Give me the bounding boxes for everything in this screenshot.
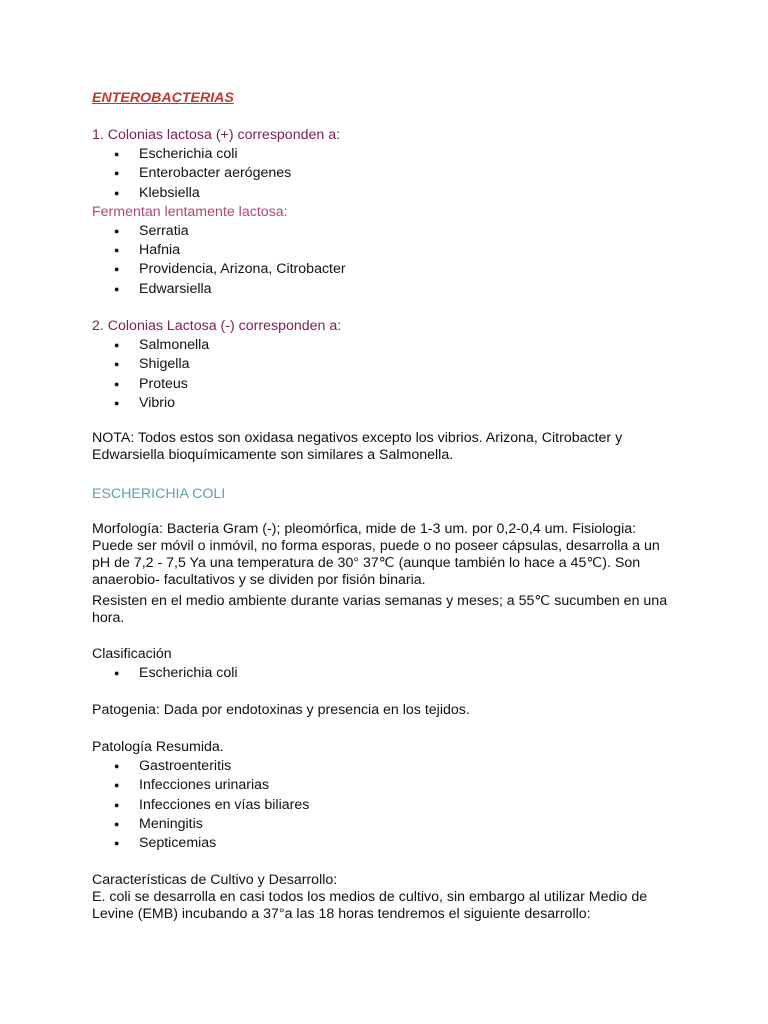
slow-fermenters-list bbox=[92, 222, 692, 299]
list-item: ● Infecciones en vías biliares bbox=[92, 796, 692, 815]
morphology-line-4: anaerobio- facultativos y se dividen por fisión binaria. bbox=[92, 572, 426, 588]
morphology-line-2: Puede ser móvil o inmóvil, no forma esporas, puede o no poseer cápsulas, desarrolla a un bbox=[92, 538, 660, 554]
pathology-heading: Patología Resumida. bbox=[92, 739, 224, 755]
section-lactose-positive bbox=[92, 126, 692, 299]
culture-block bbox=[92, 872, 692, 923]
culture-line-2: Levine (EMB) incubando a 37°a las 18 horas tendremos el siguiente desarrollo: bbox=[92, 906, 591, 922]
list-item: ● Shigella bbox=[92, 355, 692, 374]
list-item: ● Vibrio bbox=[92, 394, 692, 413]
list-item: ● Serratia bbox=[92, 222, 692, 241]
list-item: ● Septicemias bbox=[92, 834, 692, 853]
morphology-line-3: pH de 7,2 - 7,5 Ya una temperatura de 30° 37℃ (aunque también lo hace a 45℃). Son bbox=[92, 555, 641, 571]
classification-list bbox=[92, 664, 692, 683]
classification-block bbox=[92, 645, 692, 683]
lactose-negative-list bbox=[92, 336, 692, 413]
lactose-negative-heading: 2. Colonias Lactosa (-) corresponden a: bbox=[92, 318, 342, 334]
ecoli-heading: ESCHERICHIA COLI bbox=[92, 486, 226, 502]
document-title: ENTEROBACTERIAS bbox=[92, 90, 234, 106]
list-item: ● Proteus bbox=[92, 375, 692, 394]
classification-heading: Clasificación bbox=[92, 646, 172, 662]
pathology-list bbox=[92, 757, 692, 853]
list-item: ● Infecciones urinarias bbox=[92, 776, 692, 795]
lactose-positive-heading: 1. Colonias lactosa (+) corresponden a: bbox=[92, 127, 341, 143]
resistance-block bbox=[92, 593, 692, 627]
list-item: ● Escherichia coli bbox=[92, 145, 692, 164]
resistance-line-1: Resisten en el medio ambiente durante varias semanas y meses; a 55℃ sucumben en una bbox=[92, 593, 668, 609]
list-item: ● Meningitis bbox=[92, 815, 692, 834]
section-lactose-negative bbox=[92, 317, 692, 413]
culture-heading: Características de Cultivo y Desarrollo: bbox=[92, 872, 338, 888]
list-item: ● Klebsiella bbox=[92, 184, 692, 203]
ecoli-heading-block bbox=[92, 485, 692, 504]
pathogenesis-block bbox=[92, 701, 692, 720]
morphology-line-1: Morfología: Bacteria Gram (-); pleomórfica, mide de 1-3 um. por 0,2-0,4 um. Fisiologia: bbox=[92, 521, 637, 537]
list-item: ● Hafnia bbox=[92, 241, 692, 260]
note-line-2: Edwarsiella bioquímicamente son similares a Salmonella. bbox=[92, 447, 454, 463]
list-item: ● Edwarsiella bbox=[92, 280, 692, 299]
list-item: ● Salmonella bbox=[92, 336, 692, 355]
morphology-block bbox=[92, 521, 692, 589]
list-item: ● Escherichia coli bbox=[92, 664, 692, 683]
pathology-block bbox=[92, 738, 692, 853]
list-item: ● Enterobacter aerógenes bbox=[92, 164, 692, 183]
slow-fermenters-heading: Fermentan lentamente lactosa: bbox=[92, 203, 288, 220]
note-line-1: NOTA: Todos estos son oxidasa negativos excepto los vibrios. Arizona, Citrobacter y bbox=[92, 430, 623, 446]
culture-line-1: E. coli se desarrolla en casi todos los medios de cultivo, sin embargo al utilizar Medio de bbox=[92, 889, 648, 905]
pathogenesis-text: Patogenia: Dada por endotoxinas y presencia en los tejidos. bbox=[92, 702, 470, 718]
resistance-line-2: hora. bbox=[92, 610, 125, 626]
document-title-block bbox=[92, 89, 692, 108]
note-block bbox=[92, 430, 692, 464]
lactose-positive-list bbox=[92, 145, 692, 203]
list-item: ● Gastroenteritis bbox=[92, 757, 692, 776]
list-item: ● Providencia, Arizona, Citrobacter bbox=[92, 260, 692, 279]
